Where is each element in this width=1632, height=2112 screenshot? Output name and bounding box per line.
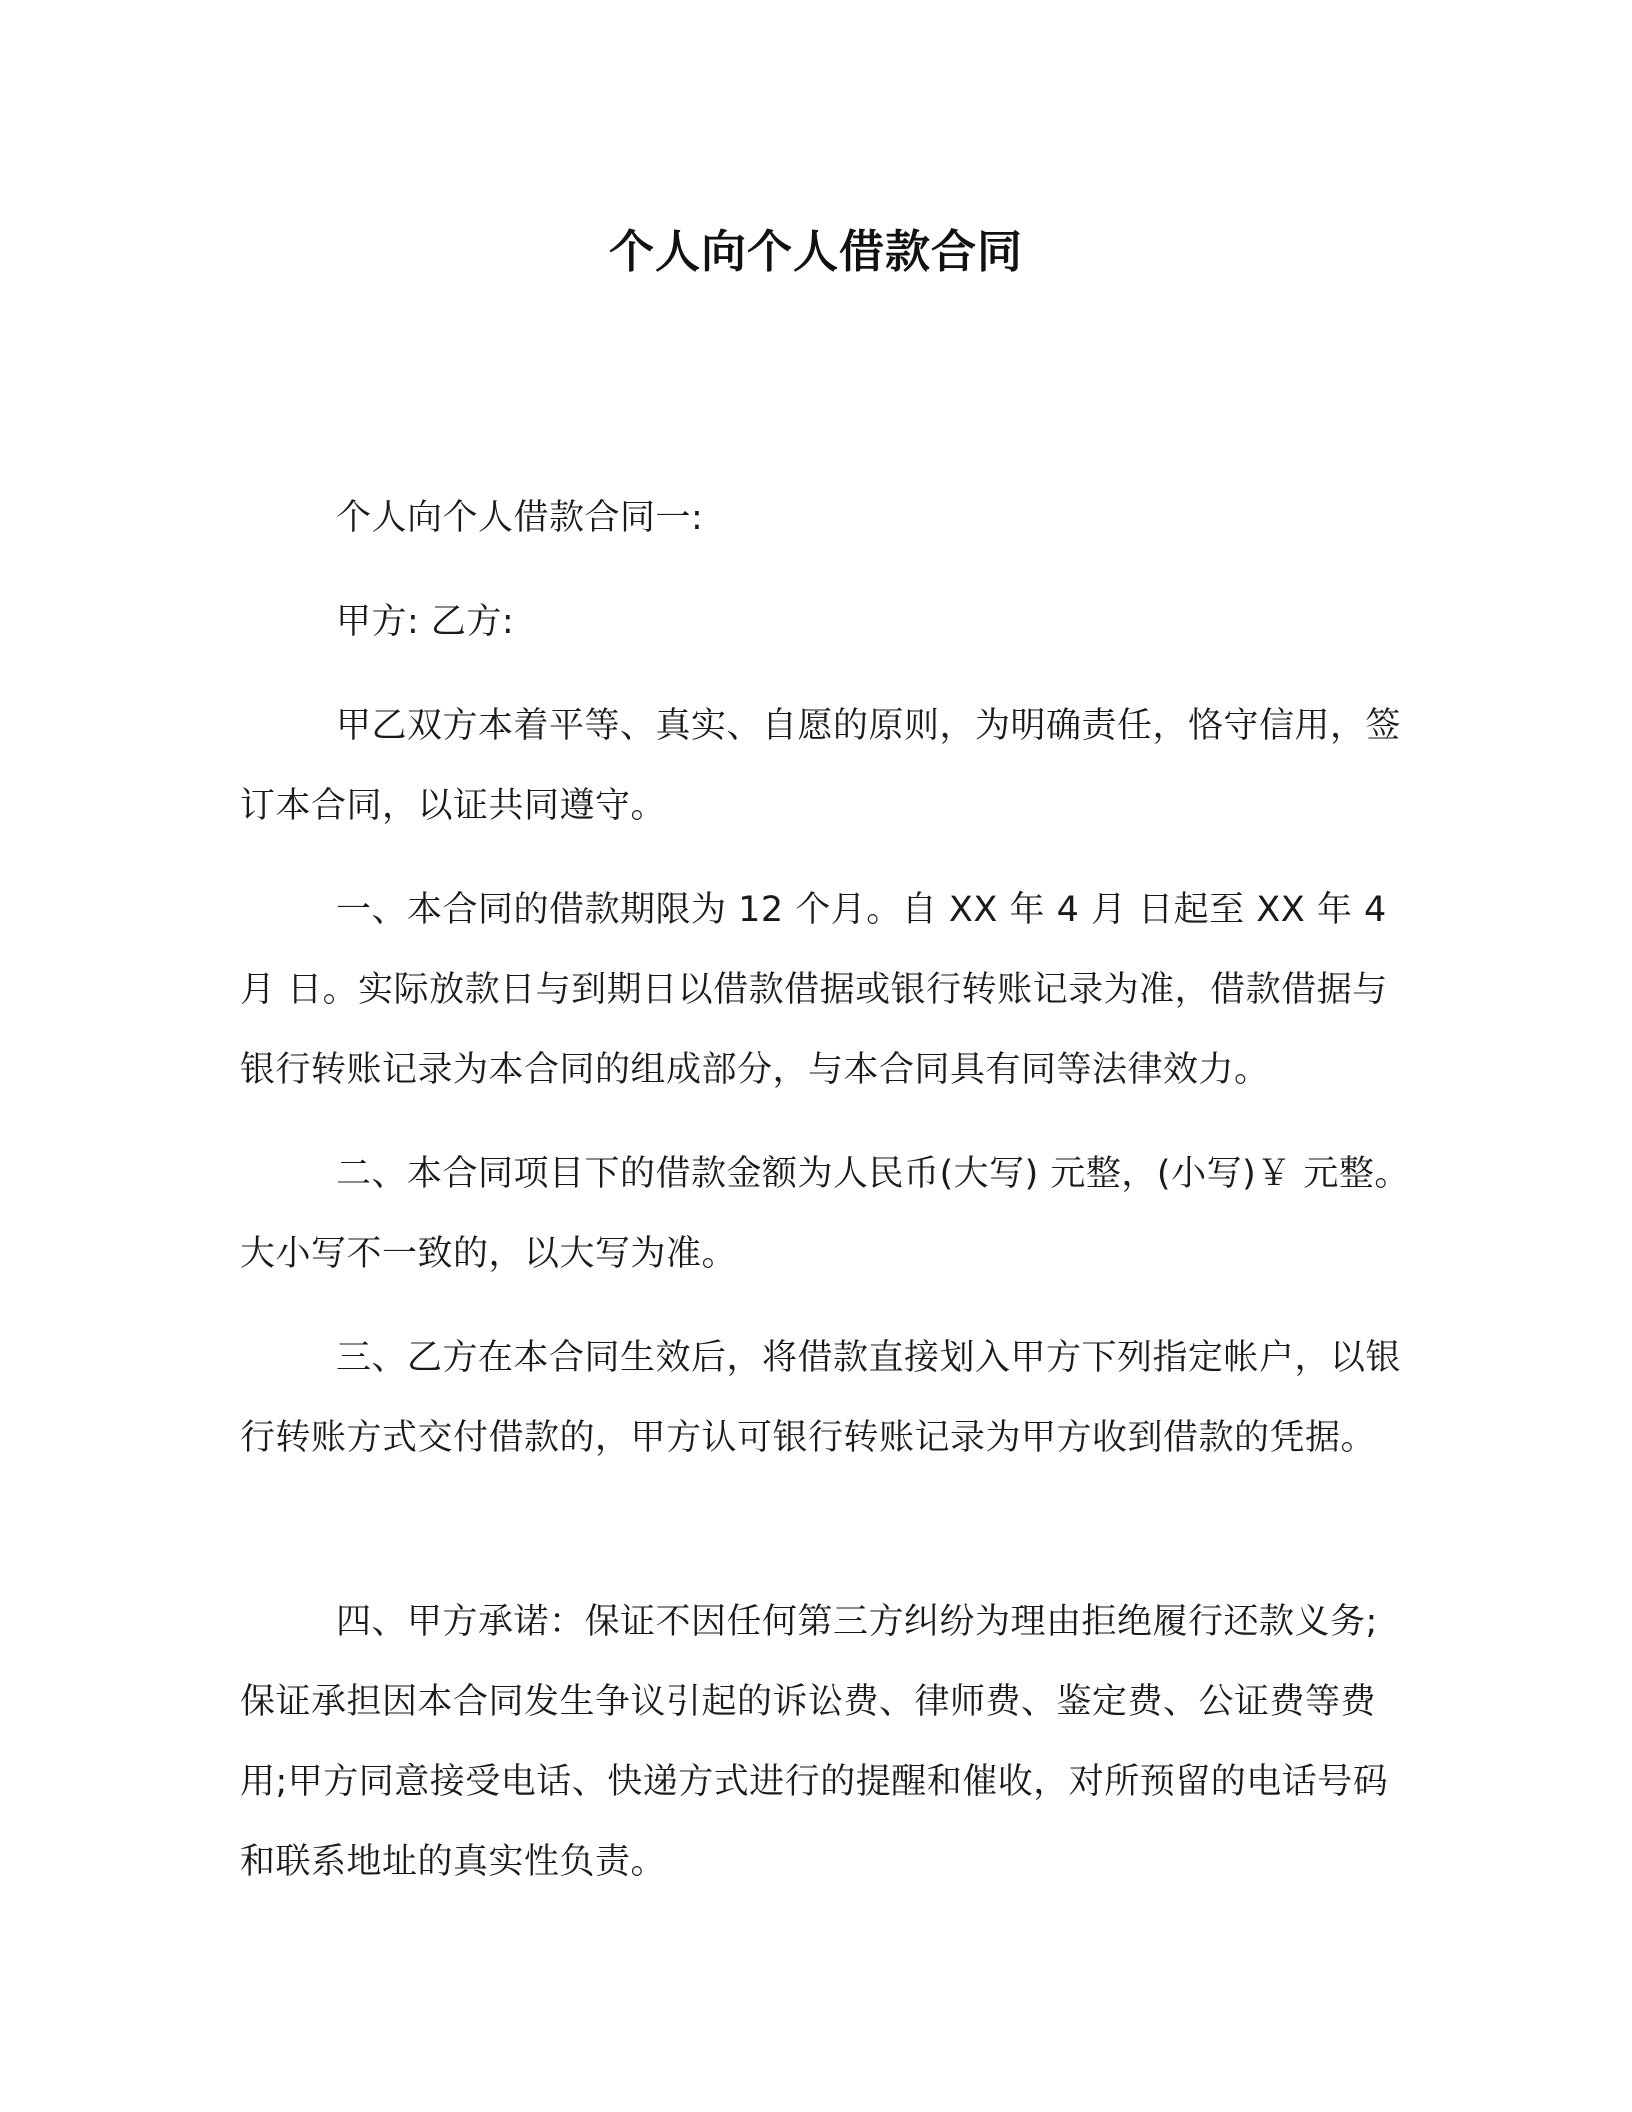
paragraph-clause-1: 一、本合同的借款期限为 12 个月。自 XX 年 4 月 日起至 XX 年 4 月 日。实际放款日与到期日以借款借据或银行转账记录为准，借款借据与银行转账记录为本合同的组成部分，与本合同具有同等法律效力。 bbox=[240, 890, 1388, 1090]
document-title: 个人向个人借款合同 bbox=[608, 225, 1023, 278]
paragraph-clause-3: 三、乙方在本合同生效后，将借款直接划入甲方下列指定帐户，以银行转账方式交付借款的，甲方认可银行转账记录为甲方收到借款的凭据。 bbox=[240, 1338, 1402, 1458]
paragraph-preamble: 甲乙双方本着平等、真实、自愿的原则，为明确责任，恪守信用，签订本合同，以证共同遵守。 bbox=[240, 706, 1402, 826]
parties-line: 甲方: 乙方: bbox=[336, 602, 515, 642]
contract-subtitle: 个人向个人借款合同一: bbox=[336, 498, 704, 538]
paragraph-clause-4: 四、甲方承诺：保证不因任何第三方纠纷为理由拒绝履行还款义务;保证承担因本合同发生争议引起的诉讼费、律师费、鉴定费、公证费等费用;甲方同意接受电话、快递方式进行的提醒和催收，对所预留的电话号码和联系地址的真实性负责。 bbox=[240, 1602, 1389, 1882]
paragraph-clause-2: 二、本合同项目下的借款金额为人民币(大写) 元整，(小写)￥ 元整。大小写不一致的，以大写为准。 bbox=[240, 1154, 1410, 1274]
